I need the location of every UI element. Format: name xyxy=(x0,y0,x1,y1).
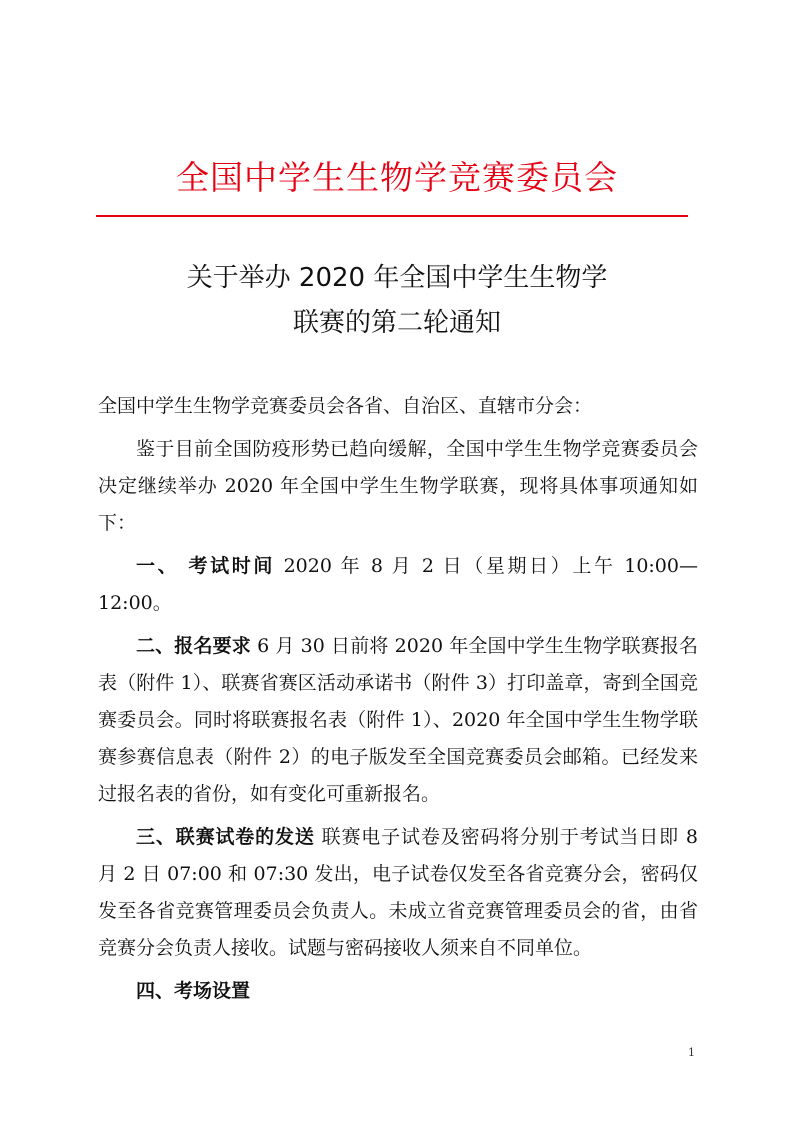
section-heading: 一、 考试时间 xyxy=(136,555,275,577)
notice-title-line-1: 关于举办 2020 年全国中学生生物学 xyxy=(186,263,608,293)
section-text: 6 月 30 日前将 2020 年全国中学生生物学联赛报名表（附件 1）、联赛省赛区活动承诺书（附件 3）打印盖章，寄到全国竞赛委员会。同时将联赛报名表（附件 1）、2020 年全国中学生生物学联赛参赛信息表（附件 2）的电子版发至全国竞赛委员会邮箱。已经发来过报名表的省份，如有变化可重新报名。 xyxy=(98,635,698,805)
section-paper-delivery xyxy=(98,819,698,967)
section-heading: 三、联赛试卷的发送 xyxy=(136,826,315,848)
notice-title xyxy=(0,256,794,346)
section-heading: 二、报名要求 xyxy=(136,635,251,657)
section-text: 2020 年 8 月 2 日（星期日）上午 10:00—12:00。 xyxy=(98,555,698,614)
salutation: 全国中学生生物学竞赛委员会各省、自治区、直辖市分会： xyxy=(98,395,593,417)
section-heading: 四、考场设置 xyxy=(136,980,251,1002)
notice-body xyxy=(98,388,698,1010)
notice-title-line-2: 联赛的第二轮通知 xyxy=(292,308,501,338)
section-text: 联赛电子试卷及密码将分别于考试当日即 8 月 2 日 07:00 和 07:30 发出，电子试卷仅发至各省竞赛分会，密码仅发至各省竞赛管理委员会负责人。未成立省竞赛管理委员会的省，由省竞赛分会负责人接收。试题与密码接收人须来自不同单位。 xyxy=(98,826,698,959)
organization-letterhead: 全国中学生生物学竞赛委员会 xyxy=(176,158,618,197)
section-exam-time xyxy=(98,548,698,622)
letterhead-red-divider xyxy=(96,215,688,217)
intro-paragraph: 鉴于目前全国防疫形势已趋向缓解，全国中学生生物学竞赛委员会决定继续举办 2020 年全国中学生生物学联赛，现将具体事项通知如下： xyxy=(98,438,698,534)
page-number: 1 xyxy=(688,1046,695,1059)
section-exam-venue xyxy=(98,973,698,1010)
section-registration xyxy=(98,628,698,813)
